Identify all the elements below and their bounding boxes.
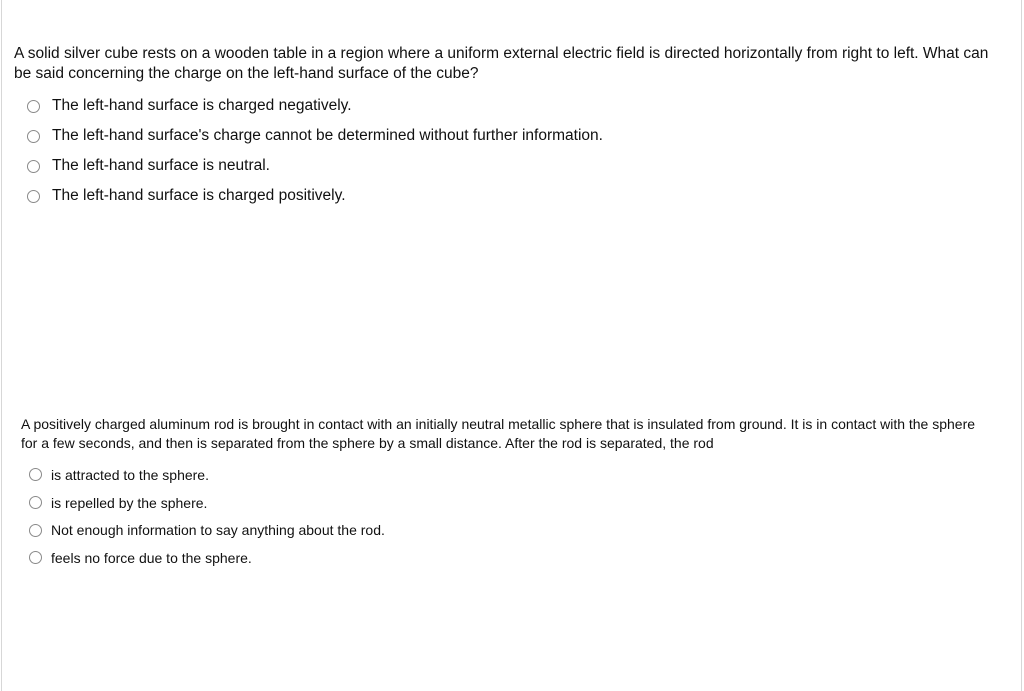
question-1-option-b[interactable] (14, 121, 1004, 151)
question-2-option-d[interactable] (21, 544, 981, 572)
question-1-option-c[interactable] (14, 151, 1004, 181)
radio-button[interactable] (27, 190, 40, 203)
radio-button[interactable] (29, 468, 42, 481)
option-label[interactable]: The left-hand surface is neutral. (52, 157, 270, 174)
radio-button[interactable] (29, 551, 42, 564)
question-2-option-a[interactable] (21, 461, 981, 489)
question-1-prompt: A solid silver cube rests on a wooden table in a region where a uniform external electric field is directed horizontally from right to left. What can be said concerning the charge on the left-hand surface of the cube? (14, 45, 989, 82)
radio-button[interactable] (27, 130, 40, 143)
radio-button[interactable] (27, 160, 40, 173)
question-2-prompt: A positively charged aluminum rod is brought in contact with an initially neutral metallic sphere that is insulated from ground. It is in contact with the sphere for a few seconds, and then is separated from the sphere by a small distance. After the rod is separated, the rod (21, 416, 976, 451)
radio-button[interactable] (27, 100, 40, 113)
option-label[interactable]: The left-hand surface is charged negatively. (52, 97, 352, 114)
option-label[interactable]: feels no force due to the sphere. (51, 549, 252, 566)
radio-button[interactable] (29, 496, 42, 509)
question-1-option-a[interactable] (14, 91, 1004, 121)
question-2 (21, 415, 981, 572)
option-label[interactable]: The left-hand surface's charge cannot be determined without further information. (52, 127, 603, 144)
option-label[interactable]: is repelled by the sphere. (51, 494, 208, 511)
option-label[interactable]: The left-hand surface is charged positively. (52, 187, 346, 204)
option-label[interactable]: is attracted to the sphere. (51, 466, 209, 483)
question-2-option-b[interactable] (21, 489, 981, 517)
question-1-option-d[interactable] (14, 181, 1004, 211)
quiz-page (1, 0, 1022, 691)
radio-button[interactable] (29, 524, 42, 537)
question-2-options (21, 461, 981, 572)
question-1 (14, 44, 1004, 211)
question-2-option-c[interactable] (21, 516, 981, 544)
question-1-options (14, 91, 1004, 211)
option-label[interactable]: Not enough information to say anything about the rod. (51, 522, 385, 539)
